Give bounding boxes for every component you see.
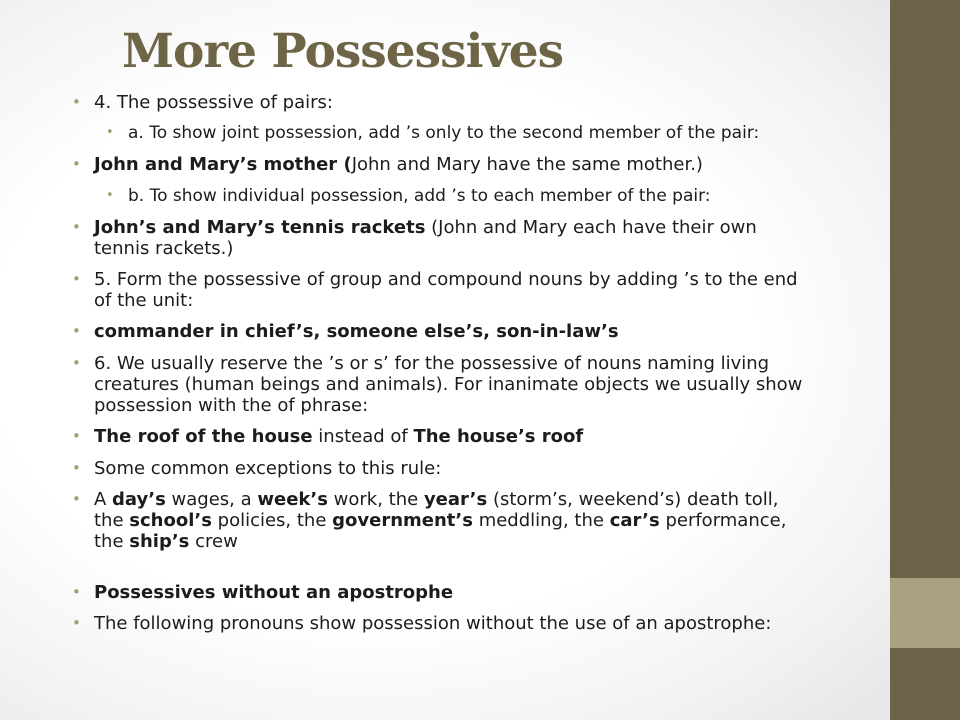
bullet-item bbox=[72, 217, 807, 259]
bold-example-text: day’s bbox=[112, 488, 166, 510]
bullet-item bbox=[72, 426, 807, 447]
bold-example-text: John’s and Mary’s tennis rackets bbox=[94, 216, 426, 238]
bold-example-text: ship’s bbox=[129, 530, 190, 552]
bullet-text: b. To show individual possession, add ’s to each member of the pair: bbox=[128, 185, 711, 206]
bullet-item bbox=[72, 489, 807, 552]
bold-example-text: John and Mary’s mother ( bbox=[94, 154, 352, 176]
bullet-icon: • bbox=[72, 155, 81, 174]
bullet-item bbox=[72, 321, 807, 342]
bold-heading-text: Possessives without an apostrophe bbox=[94, 581, 454, 603]
bullet-text: The following pronouns show possession without the use of an apostrophe: bbox=[94, 613, 772, 635]
bullet-text: Some common exceptions to this rule: bbox=[94, 457, 442, 479]
bullet-icon: • bbox=[106, 187, 114, 203]
bullet-icon: • bbox=[72, 269, 81, 288]
bold-example-text: year’s bbox=[423, 488, 488, 510]
bullet-icon: • bbox=[72, 93, 81, 111]
bullet-icon: • bbox=[72, 489, 81, 508]
bullet-icon: • bbox=[72, 353, 81, 372]
bullet-item bbox=[72, 353, 807, 416]
bullet-text: 5. Form the possessive of group and compound nouns by adding ’s to the end of the unit: bbox=[94, 268, 798, 311]
bold-example-text: school’s bbox=[129, 509, 212, 531]
sub-bullet-item bbox=[106, 123, 807, 144]
bullet-item bbox=[72, 154, 807, 175]
bold-example-text: The roof of the house bbox=[94, 426, 313, 448]
bullet-icon: • bbox=[72, 427, 81, 446]
bullet-icon: • bbox=[72, 582, 81, 601]
bullet-icon: • bbox=[72, 458, 81, 477]
bullet-item bbox=[72, 92, 807, 113]
decorative-side-stripe bbox=[890, 578, 960, 648]
bullet-icon: • bbox=[72, 614, 81, 633]
bullet-icon: • bbox=[72, 322, 81, 341]
bullet-item bbox=[72, 613, 807, 634]
bullet-text: meddling, the bbox=[472, 509, 610, 531]
bullet-text: work, the bbox=[327, 488, 424, 510]
bullet-item bbox=[72, 269, 807, 311]
bold-example-text: The house’s roof bbox=[413, 426, 584, 448]
bold-example-text: government’s bbox=[332, 509, 473, 531]
bullet-text: 6. We usually reserve the ’s or s’ for the possessive of nouns naming living creatures (human beings and animals). For inanimate objects we usually show possession with the of phrase: bbox=[94, 352, 803, 416]
bullet-text: (storm’s, weekend’s) death toll, the bbox=[94, 488, 779, 531]
bullet-text: performance, the bbox=[94, 509, 787, 552]
slide-title: More Possessives bbox=[122, 24, 564, 79]
bullet-item bbox=[72, 582, 807, 603]
bullet-text: John and Mary have the same mother.) bbox=[351, 154, 703, 176]
bullet-text: wages, a bbox=[165, 488, 258, 510]
bullet-item bbox=[72, 458, 807, 479]
bold-example-text: commander in chief’s, someone else’s, son-in-law’s bbox=[94, 321, 619, 343]
bullet-list bbox=[72, 92, 807, 645]
bullet-text: a. To show joint possession, add ’s only to the second member of the pair: bbox=[128, 123, 760, 144]
bullet-text: (John and Mary each have their own tennis rackets.) bbox=[94, 216, 757, 259]
bullet-icon: • bbox=[72, 217, 81, 236]
sub-bullet-item bbox=[106, 186, 807, 207]
bold-example-text: car’s bbox=[609, 509, 660, 531]
bullet-text: policies, the bbox=[211, 509, 333, 531]
bullet-text: crew bbox=[189, 530, 238, 552]
bullet-text: instead of bbox=[312, 426, 414, 448]
bullet-icon: • bbox=[106, 125, 114, 141]
bullet-text: A bbox=[94, 488, 113, 510]
bullet-text: 4. The possessive of pairs: bbox=[94, 92, 333, 113]
bold-example-text: week’s bbox=[257, 488, 328, 510]
